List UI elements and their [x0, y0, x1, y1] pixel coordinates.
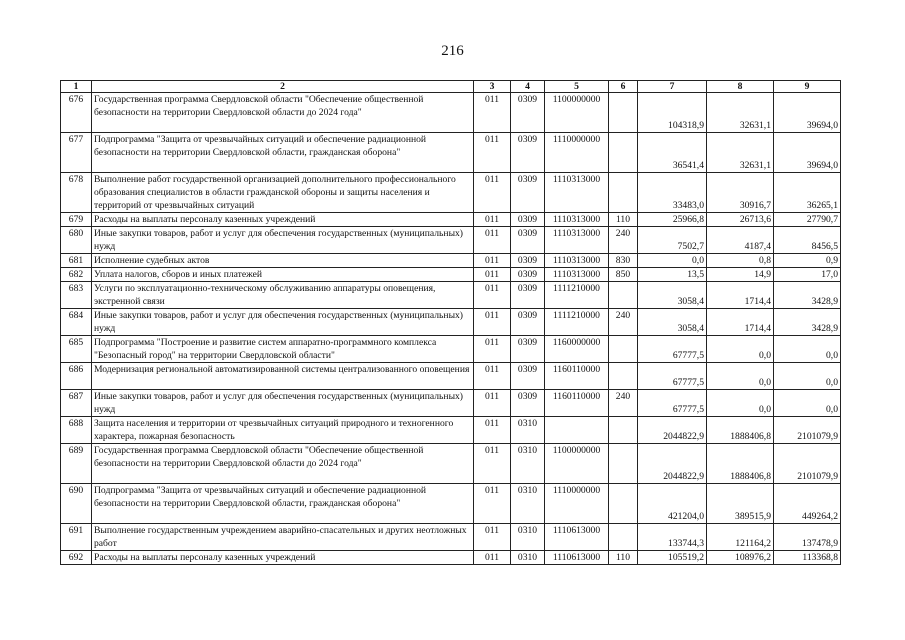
amount-col8: 30916,7 — [707, 173, 774, 213]
column-header: 2 — [92, 81, 474, 93]
table-row — [61, 133, 841, 173]
table-row — [61, 363, 841, 390]
amount-col9: 39694,0 — [774, 133, 841, 173]
expense-type-code: 110 — [609, 213, 638, 227]
amount-col8: 0,0 — [707, 363, 774, 390]
section-code: 0310 — [511, 417, 545, 444]
amount-col9: 3428,9 — [774, 309, 841, 336]
row-number: 690 — [61, 484, 92, 524]
amount-col8: 4187,4 — [707, 227, 774, 254]
amount-col8: 0,8 — [707, 254, 774, 268]
target-article-code: 1110000000 — [545, 484, 609, 524]
ministry-code: 011 — [474, 282, 511, 309]
ministry-code: 011 — [474, 227, 511, 254]
target-article-code: 1100000000 — [545, 93, 609, 133]
row-number: 692 — [61, 551, 92, 565]
section-code: 0309 — [511, 390, 545, 417]
amount-col7: 13,5 — [638, 268, 707, 282]
amount-col8: 32631,1 — [707, 93, 774, 133]
section-code: 0309 — [511, 213, 545, 227]
amount-col8: 1714,4 — [707, 282, 774, 309]
amount-col8: 1714,4 — [707, 309, 774, 336]
row-name: Расходы на выплаты персоналу казенных учреждений — [92, 213, 474, 227]
target-article-code: 1110313000 — [545, 213, 609, 227]
row-name: Исполнение судебных актов — [92, 254, 474, 268]
row-number: 682 — [61, 268, 92, 282]
target-article-code: 1110313000 — [545, 254, 609, 268]
row-name: Расходы на выплаты персоналу казенных учреждений — [92, 551, 474, 565]
ministry-code: 011 — [474, 133, 511, 173]
amount-col9: 0,0 — [774, 363, 841, 390]
section-code: 0309 — [511, 363, 545, 390]
amount-col7: 2044822,9 — [638, 417, 707, 444]
row-number: 687 — [61, 390, 92, 417]
row-name: Подпрограмма "Построение и развитие систем аппаратно-программного комплекса "Безопасный город" на территории Свердловской области" — [92, 336, 474, 363]
target-article-code: 1100000000 — [545, 444, 609, 484]
table-row — [61, 227, 841, 254]
table-row — [61, 551, 841, 565]
row-number: 676 — [61, 93, 92, 133]
amount-col8: 26713,6 — [707, 213, 774, 227]
amount-col8: 121164,2 — [707, 524, 774, 551]
target-article-code: 1160110000 — [545, 390, 609, 417]
table-row — [61, 444, 841, 484]
expense-type-code: 830 — [609, 254, 638, 268]
table-row — [61, 93, 841, 133]
amount-col8: 1888406,8 — [707, 444, 774, 484]
amount-col7: 0,0 — [638, 254, 707, 268]
row-name: Иные закупки товаров, работ и услуг для обеспечения государственных (муниципальных) нужд — [92, 390, 474, 417]
target-article-code: 1160110000 — [545, 363, 609, 390]
expense-type-code: 240 — [609, 227, 638, 254]
target-article-code: 1111210000 — [545, 309, 609, 336]
row-name: Государственная программа Свердловской области "Обеспечение общественной безопасности на территории Свердловской области до 2024 года" — [92, 93, 474, 133]
row-name: Иные закупки товаров, работ и услуг для обеспечения государственных (муниципальных) нужд — [92, 309, 474, 336]
section-code: 0309 — [511, 309, 545, 336]
amount-col9: 0,0 — [774, 336, 841, 363]
row-name: Государственная программа Свердловской области "Обеспечение общественной безопасности на территории Свердловской области до 2024 года" — [92, 444, 474, 484]
amount-col7: 7502,7 — [638, 227, 707, 254]
expense-type-code — [609, 133, 638, 173]
ministry-code: 011 — [474, 268, 511, 282]
row-name: Выполнение государственным учреждением аварийно-спасательных и других неотложных работ — [92, 524, 474, 551]
table-row — [61, 268, 841, 282]
column-header: 7 — [638, 81, 707, 93]
row-name: Уплата налогов, сборов и иных платежей — [92, 268, 474, 282]
expense-type-code — [609, 484, 638, 524]
amount-col7: 33483,0 — [638, 173, 707, 213]
row-number: 689 — [61, 444, 92, 484]
row-number: 688 — [61, 417, 92, 444]
table-row — [61, 484, 841, 524]
amount-col9: 137478,9 — [774, 524, 841, 551]
amount-col9: 36265,1 — [774, 173, 841, 213]
amount-col7: 421204,0 — [638, 484, 707, 524]
table-row — [61, 336, 841, 363]
expense-type-code — [609, 363, 638, 390]
expense-type-code — [609, 93, 638, 133]
ministry-code: 011 — [474, 93, 511, 133]
amount-col7: 67777,5 — [638, 390, 707, 417]
amount-col9: 0,0 — [774, 390, 841, 417]
amount-col9: 113368,8 — [774, 551, 841, 565]
ministry-code: 011 — [474, 363, 511, 390]
table-row — [61, 282, 841, 309]
section-code: 0309 — [511, 336, 545, 363]
amount-col7: 67777,5 — [638, 336, 707, 363]
amount-col8: 108976,2 — [707, 551, 774, 565]
budget-table — [60, 80, 841, 565]
amount-col9: 2101079,9 — [774, 444, 841, 484]
target-article-code: 1110613000 — [545, 551, 609, 565]
column-header: 3 — [474, 81, 511, 93]
amount-col9: 17,0 — [774, 268, 841, 282]
amount-col8: 0,0 — [707, 390, 774, 417]
target-article-code: 1110313000 — [545, 227, 609, 254]
target-article-code: 1110313000 — [545, 268, 609, 282]
ministry-code: 011 — [474, 444, 511, 484]
expense-type-code — [609, 282, 638, 309]
amount-col7: 133744,3 — [638, 524, 707, 551]
row-number: 677 — [61, 133, 92, 173]
row-name: Выполнение работ государственной организацией дополнительного профессионального образования специалистов в области гражданской обороны и защиты населения и территорий от чрезвычайных ситуаций — [92, 173, 474, 213]
table-row — [61, 524, 841, 551]
column-header: 4 — [511, 81, 545, 93]
amount-col7: 36541,4 — [638, 133, 707, 173]
page-number: 216 — [441, 43, 464, 59]
section-code: 0309 — [511, 254, 545, 268]
ministry-code: 011 — [474, 551, 511, 565]
table-row — [61, 417, 841, 444]
row-name: Услуги по эксплуатационно-техническому обслуживанию аппаратуры оповещения, экстренной связи — [92, 282, 474, 309]
header-row — [61, 81, 841, 93]
row-name: Иные закупки товаров, работ и услуг для обеспечения государственных (муниципальных) нужд — [92, 227, 474, 254]
row-number: 685 — [61, 336, 92, 363]
ministry-code: 011 — [474, 213, 511, 227]
amount-col8: 32631,1 — [707, 133, 774, 173]
section-code: 0309 — [511, 173, 545, 213]
section-code: 0310 — [511, 444, 545, 484]
ministry-code: 011 — [474, 254, 511, 268]
expense-type-code — [609, 173, 638, 213]
amount-col9: 8456,5 — [774, 227, 841, 254]
section-code: 0309 — [511, 282, 545, 309]
column-header: 5 — [545, 81, 609, 93]
row-name: Подпрограмма "Защита от чрезвычайных ситуаций и обеспечение радиационной безопасности на территории Свердловской области, гражданская оборона" — [92, 133, 474, 173]
expense-type-code: 240 — [609, 390, 638, 417]
row-name: Модернизация региональной автоматизированной системы централизованного оповещения — [92, 363, 474, 390]
row-number: 686 — [61, 363, 92, 390]
amount-col8: 0,0 — [707, 336, 774, 363]
ministry-code: 011 — [474, 390, 511, 417]
column-header: 6 — [609, 81, 638, 93]
target-article-code: 1110613000 — [545, 524, 609, 551]
amount-col9: 449264,2 — [774, 484, 841, 524]
table-row — [61, 309, 841, 336]
row-name: Подпрограмма "Защита от чрезвычайных ситуаций и обеспечение радиационной безопасности на территории Свердловской области, гражданская оборона" — [92, 484, 474, 524]
amount-col9: 0,9 — [774, 254, 841, 268]
ministry-code: 011 — [474, 336, 511, 363]
expense-type-code — [609, 336, 638, 363]
expense-type-code — [609, 524, 638, 551]
amount-col7: 67777,5 — [638, 363, 707, 390]
amount-col7: 25966,8 — [638, 213, 707, 227]
section-code: 0310 — [511, 551, 545, 565]
column-header: 9 — [774, 81, 841, 93]
expense-type-code: 110 — [609, 551, 638, 565]
target-article-code: 1110313000 — [545, 173, 609, 213]
table-row — [61, 213, 841, 227]
amount-col8: 14,9 — [707, 268, 774, 282]
row-number: 681 — [61, 254, 92, 268]
amount-col7: 3058,4 — [638, 309, 707, 336]
expense-type-code — [609, 444, 638, 484]
ministry-code: 011 — [474, 309, 511, 336]
amount-col7: 105519,2 — [638, 551, 707, 565]
section-code: 0309 — [511, 93, 545, 133]
row-number: 684 — [61, 309, 92, 336]
table-body — [61, 93, 841, 565]
ministry-code: 011 — [474, 524, 511, 551]
section-code: 0310 — [511, 524, 545, 551]
target-article-code — [545, 417, 609, 444]
amount-col9: 2101079,9 — [774, 417, 841, 444]
row-name: Защита населения и территории от чрезвычайных ситуаций природного и техногенного характера, пожарная безопасность — [92, 417, 474, 444]
row-number: 680 — [61, 227, 92, 254]
target-article-code: 1160000000 — [545, 336, 609, 363]
column-header: 1 — [61, 81, 92, 93]
section-code: 0310 — [511, 484, 545, 524]
expense-type-code — [609, 417, 638, 444]
table-row — [61, 390, 841, 417]
amount-col9: 3428,9 — [774, 282, 841, 309]
section-code: 0309 — [511, 268, 545, 282]
target-article-code: 1111210000 — [545, 282, 609, 309]
column-header: 8 — [707, 81, 774, 93]
amount-col9: 27790,7 — [774, 213, 841, 227]
ministry-code: 011 — [474, 484, 511, 524]
amount-col8: 389515,9 — [707, 484, 774, 524]
row-number: 691 — [61, 524, 92, 551]
section-code: 0309 — [511, 133, 545, 173]
amount-col7: 104318,9 — [638, 93, 707, 133]
target-article-code: 1110000000 — [545, 133, 609, 173]
expense-type-code: 850 — [609, 268, 638, 282]
section-code: 0309 — [511, 227, 545, 254]
expense-type-code: 240 — [609, 309, 638, 336]
ministry-code: 011 — [474, 417, 511, 444]
amount-col8: 1888406,8 — [707, 417, 774, 444]
row-number: 678 — [61, 173, 92, 213]
amount-col7: 3058,4 — [638, 282, 707, 309]
amount-col7: 2044822,9 — [638, 444, 707, 484]
ministry-code: 011 — [474, 173, 511, 213]
table-row — [61, 254, 841, 268]
row-number: 683 — [61, 282, 92, 309]
row-number: 679 — [61, 213, 92, 227]
amount-col9: 39694,0 — [774, 93, 841, 133]
table-row — [61, 173, 841, 213]
